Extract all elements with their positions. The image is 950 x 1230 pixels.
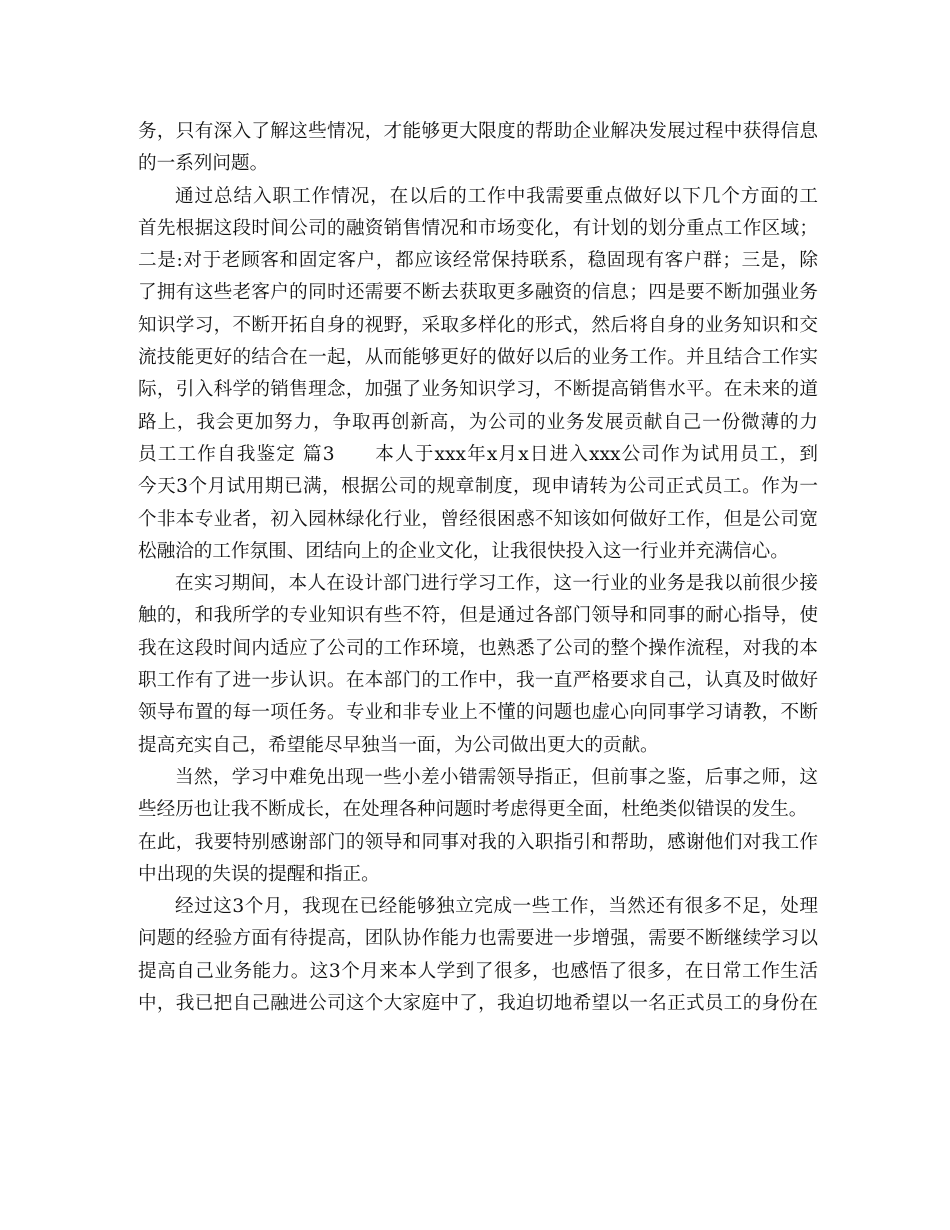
text-line: 在此，我要特别感谢部门的领导和同事对我的入职指引和帮助，感谢他们对我工作 xyxy=(138,831,818,853)
text-line: 经过这3个月，我现在已经能够独立完成一些工作，当然还有很多不足，处理 xyxy=(175,896,818,918)
text-line: 职工作有了进一步认识。在本部门的工作中，我一直严格要求自己，认真及时做好 xyxy=(138,670,818,692)
text-line: 通过总结入职工作情况，在以后的工作中我需要重点做好以下几个方面的工 xyxy=(175,185,818,207)
text-line: 中，我已把自己融进公司这个大家庭中了，我迫切地希望以一名正式员工的身份在 xyxy=(138,993,818,1015)
text-line: 领导布置的每一项任务。专业和非专业上不懂的问题也虚心向同事学习请教，不断 xyxy=(138,702,818,724)
text-line: 务，只有深入了解这些情况，才能够更大限度的帮助企业解决发展过程中获得信息 xyxy=(138,121,818,142)
text-line: 些经历也让我不断成长，在处理各种问题时考虑得更全面，杜绝类似错误的发生。 xyxy=(138,799,808,821)
text-line: 二是:对于老顾客和固定客户，都应该经常保持联系，稳固现有客户群；三是，除 xyxy=(138,250,818,272)
text-line: 了拥有这些老客户的同时还需要不断去获取更多融资的信息；四是要不断加强业务 xyxy=(138,282,818,304)
text-line: 首先根据这段时间公司的融资销售情况和市场变化，有计划的划分重点工作区域； xyxy=(138,217,818,239)
text-line: 提高充实自己，希望能尽早独当一面，为公司做出更大的贡献。 xyxy=(138,734,659,756)
text-line: 个非本专业者，初入园林绿化行业，曾经很困惑不知该如何做好工作，但是公司宽 xyxy=(138,508,818,530)
text-line: 今天3个月试用期已满，根据公司的规章制度，现申请转为公司正式员工。作为一 xyxy=(138,476,818,498)
text-line: 中出现的失误的提醒和指正。 xyxy=(138,863,380,885)
text-line: 员工工作自我鉴定 篇3 本人于xxx年x月x日进入xxx公司作为试用员工，到 xyxy=(138,443,818,465)
body-text xyxy=(138,116,818,1020)
text-line: 际，引入科学的销售理念，加强了业务知识学习，不断提高销售水平。在未来的道 xyxy=(138,379,818,401)
text-line: 提高自己业务能力。这3个月来本人学到了很多，也感悟了很多，在日常工作生活 xyxy=(138,960,818,982)
text-line: 问题的经验方面有待提高，团队协作能力也需要进一步增强，需要不断继续学习以 xyxy=(138,928,818,950)
text-line: 当然，学习中难免出现一些小差小错需领导指正，但前事之鉴，后事之师，这 xyxy=(175,766,818,788)
text-line: 松融洽的工作氛围、团结向上的企业文化，让我很快投入这一行业并充满信心。 xyxy=(138,540,789,562)
text-line: 我在这段时间内适应了公司的工作环境，也熟悉了公司的整个操作流程，对我的本 xyxy=(138,637,818,659)
text-line: 触的，和我所学的专业知识有些不符，但是通过各部门领导和同事的耐心指导，使 xyxy=(138,605,818,627)
text-line: 路上，我会更加努力，争取再创新高，为公司的业务发展贡献自己一份微薄的力 xyxy=(138,411,818,433)
text-line: 的一系列问题。 xyxy=(138,153,269,175)
text-line: 在实习期间，本人在设计部门进行学习工作，这一行业的业务是我以前很少接 xyxy=(175,573,818,595)
text-line: 流技能更好的结合在一起，从而能够更好的做好以后的业务工作。并且结合工作实 xyxy=(138,347,818,369)
text-line: 知识学习，不断开拓自身的视野，采取多样化的形式，然后将自身的业务知识和交 xyxy=(138,314,818,336)
